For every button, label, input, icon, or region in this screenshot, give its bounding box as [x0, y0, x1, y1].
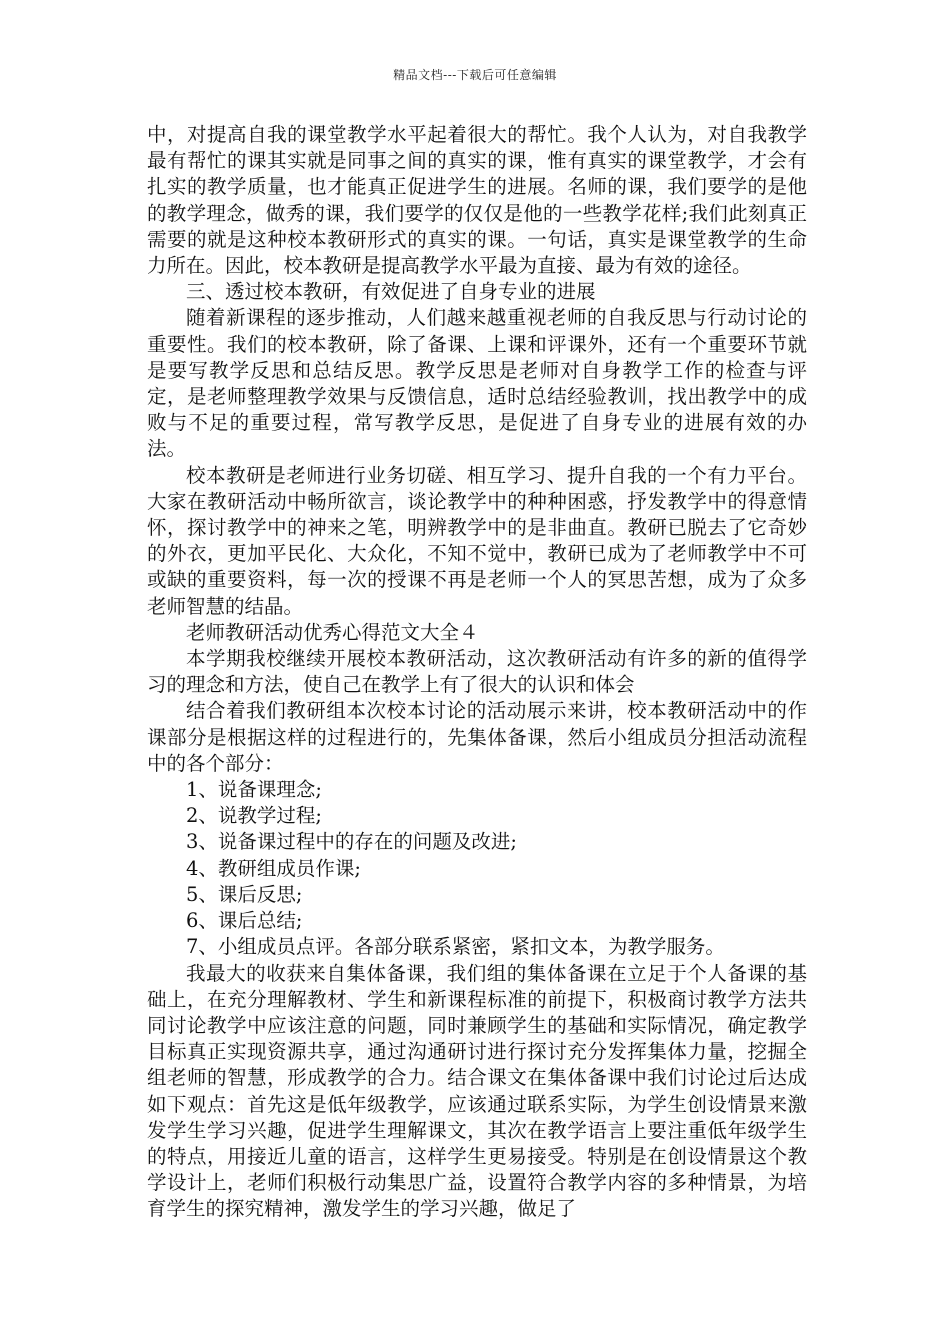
list-item: 4、教研组成员作课; — [186, 856, 361, 880]
list-item: 5、课后反思; — [186, 882, 303, 906]
paragraph: 结合着我们教研组本次校本讨论的活动展示来讲，校本教研活动中的作课部分是根据这样的过程进行的，先集体备课，然后小组成员分担活动流程中的各个部分： — [147, 699, 807, 775]
page-header: 精品文档---下载后可任意编辑 — [393, 68, 557, 82]
list-item: 3、说备课过程中的存在的问题及改进; — [186, 830, 517, 854]
paragraph: 随着新课程的逐步推动，人们越来越重视老师的自我反思与行动讨论的重要性。我们的校本教研，除了备课、上课和评课外，还有一个重要环节就是要写教学反思和总结反思。教学反思是老师对自身教学工作的检查与评定，是老师整理教学效果与反馈信息，适时总结经验教训，找出教学中的成败与不足的重要过程，常写教学反思，是促进了自身专业的进展有效的办法。 — [147, 306, 807, 461]
list-item: 2、说教学过程; — [186, 804, 322, 828]
paragraph: 我最大的收获来自集体备课，我们组的集体备课在立足于个人备课的基础上，在充分理解教材、学生和新课程标准的前提下，积极商讨教学方法共同讨论教学中应该注意的问题，同时兼顾学生的基础和实际情况，确定教学目标真正实现资源共享，通过沟通研讨进行探讨充分发挥集体力量，挖掘全组老师的智慧，形成教学的合力。结合课文在集体备课中我们讨论过后达成如下观点：首先这是低年级教学，应该通过联系实际，为学生创设情景来激发学生学习兴趣，促进学生理解课文，其次在教学语言上要注重低年级学生的特点，用接近儿童的语言，这样学生更易接受。特别是在创设情景这个教学设计上，老师们积极行动集思广益，设置符合教学内容的多种情景，为培育学生的探究精神，激发学生的学习兴趣，做足了 — [147, 961, 807, 1221]
list-item: 1、说备课理念; — [186, 778, 322, 802]
paragraph: 校本教研是老师进行业务切磋、相互学习、提升自我的一个有力平台。大家在教研活动中畅所欲言，谈论教学中的种种困惑，抒发教学中的得意情怀，探讨教学中的神来之笔，明辨教学中的是非曲直。教研已脱去了它奇妙的外衣，更加平民化、大众化，不知不觉中，教研已成为了老师教学中不可或缺的重要资料，每一次的授课不再是老师一个人的冥思苦想，成为了众多老师智慧的结晶。 — [147, 463, 807, 618]
list-item: 6、课后总结; — [186, 909, 303, 933]
paragraph: 本学期我校继续开展校本教研活动，这次教研活动有许多的新的值得学习的理念和方法，使自己在教学上有了很大的认识和体会 — [147, 647, 807, 697]
list-item: 7、小组成员点评。各部分联系紧密，紧扣文本，为教学服务。 — [186, 935, 725, 959]
paragraph-continuation: 中，对提高自我的课堂教学水平起着很大的帮忙。我个人认为，对自我教学最有帮忙的课其实就是同事之间的真实的课，惟有真实的课堂教学，才会有扎实的教学质量，也才能真正促进学生的进展。名师的课，我们要学的是他的教学理念，做秀的课，我们要学的仅仅是他的一些教学花样;我们此刻真正需要的就是这种校本教研形式的真实的课。一句话，真实是课堂教学的生命力所在。因此，校本教研是提高教学水平最为直接、最为有效的途径。 — [147, 123, 807, 278]
document-body — [147, 122, 807, 1223]
article-title-4: 老师教研活动优秀心得范文大全４ — [186, 620, 479, 644]
section-heading-3: 三、透过校本教研，有效促进了自身专业的进展 — [186, 280, 596, 304]
